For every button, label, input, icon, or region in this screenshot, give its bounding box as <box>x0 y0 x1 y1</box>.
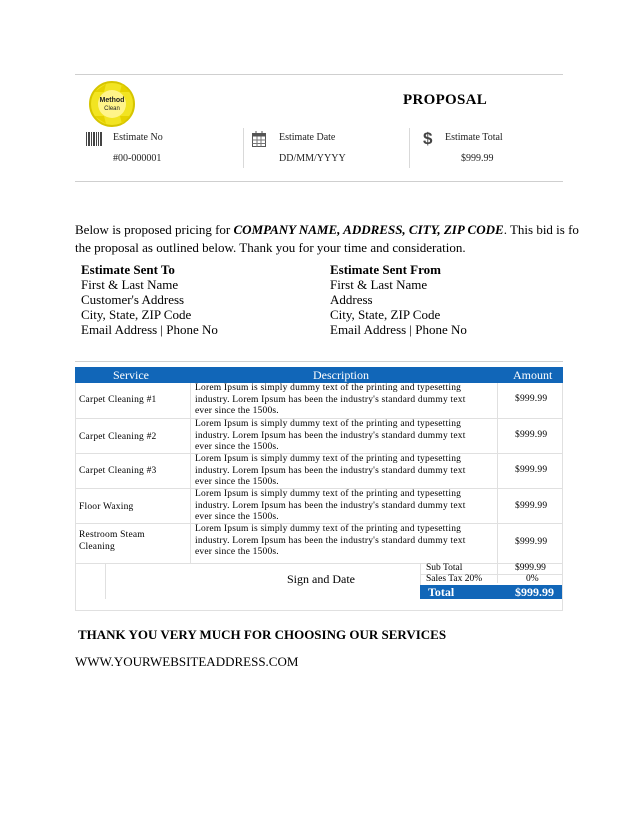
row-description <box>195 524 495 559</box>
row-description <box>195 489 495 524</box>
desc-line: Lorem Ipsum is simply dummy text of the printing and typesetting <box>195 489 462 499</box>
intro-text-end: . This bid is fo <box>503 222 579 237</box>
row-service <box>79 529 145 553</box>
desc-line: ever since the 1500s. <box>195 477 279 487</box>
logo-graphic <box>86 78 138 130</box>
total-label: Total <box>428 585 455 599</box>
desc-line: Lorem Ipsum is simply dummy text of the printing and typesetting <box>195 419 462 429</box>
desc-line: industry. Lorem Ipsum has been the industry's standard dummy text <box>195 394 466 405</box>
row-description <box>195 454 495 489</box>
header-divider <box>243 128 244 168</box>
desc-line: industry. Lorem Ipsum has been the industry's standard dummy text <box>195 430 466 441</box>
document-title: PROPOSAL <box>403 92 488 108</box>
desc-line: Lorem Ipsum is simply dummy text of the printing and typesetting <box>195 383 462 393</box>
row-service: Carpet Cleaning #2 <box>79 432 157 442</box>
desc-line: ever since the 1500s. <box>195 406 279 416</box>
sign-and-date-label[interactable]: Sign and Date <box>287 572 355 586</box>
desc-line: ever since the 1500s. <box>195 512 279 522</box>
sent-to-address: Customer's Address <box>81 292 185 307</box>
sent-from-block <box>330 262 467 337</box>
estimate-date-label: Estimate Date <box>279 132 336 143</box>
row-service-line: Restroom Steam <box>79 530 145 540</box>
table-row <box>75 489 563 524</box>
grid-line <box>497 563 498 583</box>
services-table <box>75 367 563 612</box>
sent-to-title: Estimate Sent To <box>81 262 175 277</box>
desc-line: industry. Lorem Ipsum has been the industry's standard dummy text <box>195 465 466 476</box>
header-amount: Amount <box>513 368 553 382</box>
estimate-total-label: Estimate Total <box>445 132 503 143</box>
header-service: Service <box>113 368 149 382</box>
row-description <box>195 419 495 454</box>
website-address[interactable]: WWW.YOURWEBSITEADDRESS.COM <box>75 654 299 669</box>
row-amount: $999.99 <box>515 465 548 475</box>
total-bar <box>420 585 562 599</box>
subtotal-label: Sub Total <box>426 563 463 573</box>
estimate-no-label: Estimate No <box>113 132 163 143</box>
grid-line <box>105 563 106 599</box>
tax-label: Sales Tax 20% <box>426 574 483 584</box>
intro-text-start: Below is proposed pricing for <box>75 222 234 237</box>
row-divider <box>75 563 563 564</box>
row-amount: $999.99 <box>515 501 548 511</box>
intro-line-1 <box>75 221 579 239</box>
header-description: Description <box>313 368 369 382</box>
row-service: Carpet Cleaning #3 <box>79 466 157 476</box>
estimate-total-value: $999.99 <box>461 153 494 164</box>
row-amount: $999.99 <box>515 430 548 440</box>
barcode-icon <box>86 131 102 147</box>
row-description <box>195 383 495 418</box>
sent-from-city: City, State, ZIP Code <box>330 307 441 322</box>
row-service: Floor Waxing <box>79 502 134 512</box>
estimate-date-value: DD/MM/YYYY <box>279 153 346 164</box>
row-service: Carpet Cleaning #1 <box>79 395 157 405</box>
desc-line: Lorem Ipsum is simply dummy text of the printing and typesetting <box>195 454 462 464</box>
sent-from-contact: Email Address | Phone No <box>330 322 467 337</box>
desc-line: ever since the 1500s. <box>195 442 279 452</box>
table-header <box>75 367 563 383</box>
intro-line-2: the proposal as outlined below. Thank you for your time and consideration. <box>75 240 466 255</box>
sent-from-name: First & Last Name <box>330 277 428 292</box>
desc-line: industry. Lorem Ipsum has been the industry's standard dummy text <box>195 500 466 511</box>
row-amount: $999.99 <box>515 394 548 404</box>
row-service-line: Cleaning <box>79 542 115 552</box>
estimate-no-value: #00-000001 <box>113 153 162 164</box>
table-row <box>75 419 563 454</box>
thank-you-message: THANK YOU VERY MUCH FOR CHOOSING OUR SERVICES <box>78 627 447 642</box>
logo-text-2: Clean <box>104 106 120 112</box>
logo-text-1: Method <box>99 97 125 104</box>
sent-to-contact: Email Address | Phone No <box>81 322 218 337</box>
header-divider <box>409 128 410 168</box>
row-amount: $999.99 <box>515 537 548 547</box>
desc-line: Lorem Ipsum is simply dummy text of the printing and typesetting <box>195 524 462 534</box>
header-top-rule <box>75 74 563 75</box>
total-value: $999.99 <box>515 585 554 599</box>
subtotal-value: $999.99 <box>515 563 546 573</box>
desc-line: industry. Lorem Ipsum has been the industry's standard dummy text <box>195 535 466 546</box>
table-bottom-rule <box>75 610 563 611</box>
sent-to-city: City, State, ZIP Code <box>81 307 192 322</box>
table-row <box>75 383 563 418</box>
sent-from-title: Estimate Sent From <box>330 262 441 277</box>
header-bottom-rule <box>75 181 563 182</box>
sent-to-name: First & Last Name <box>81 277 179 292</box>
table-top-rule <box>75 361 563 362</box>
sent-to-block <box>81 262 218 337</box>
table-row <box>75 454 563 489</box>
calendar-icon <box>252 131 266 147</box>
desc-line: ever since the 1500s. <box>195 547 279 557</box>
sent-from-address: Address <box>330 292 373 307</box>
dollar-icon: $ <box>423 129 433 148</box>
table-row <box>75 524 563 559</box>
intro-company: COMPANY NAME, ADDRESS, CITY, ZIP CODE <box>233 222 504 237</box>
company-logo <box>86 78 138 130</box>
tax-value: 0% <box>526 574 539 584</box>
